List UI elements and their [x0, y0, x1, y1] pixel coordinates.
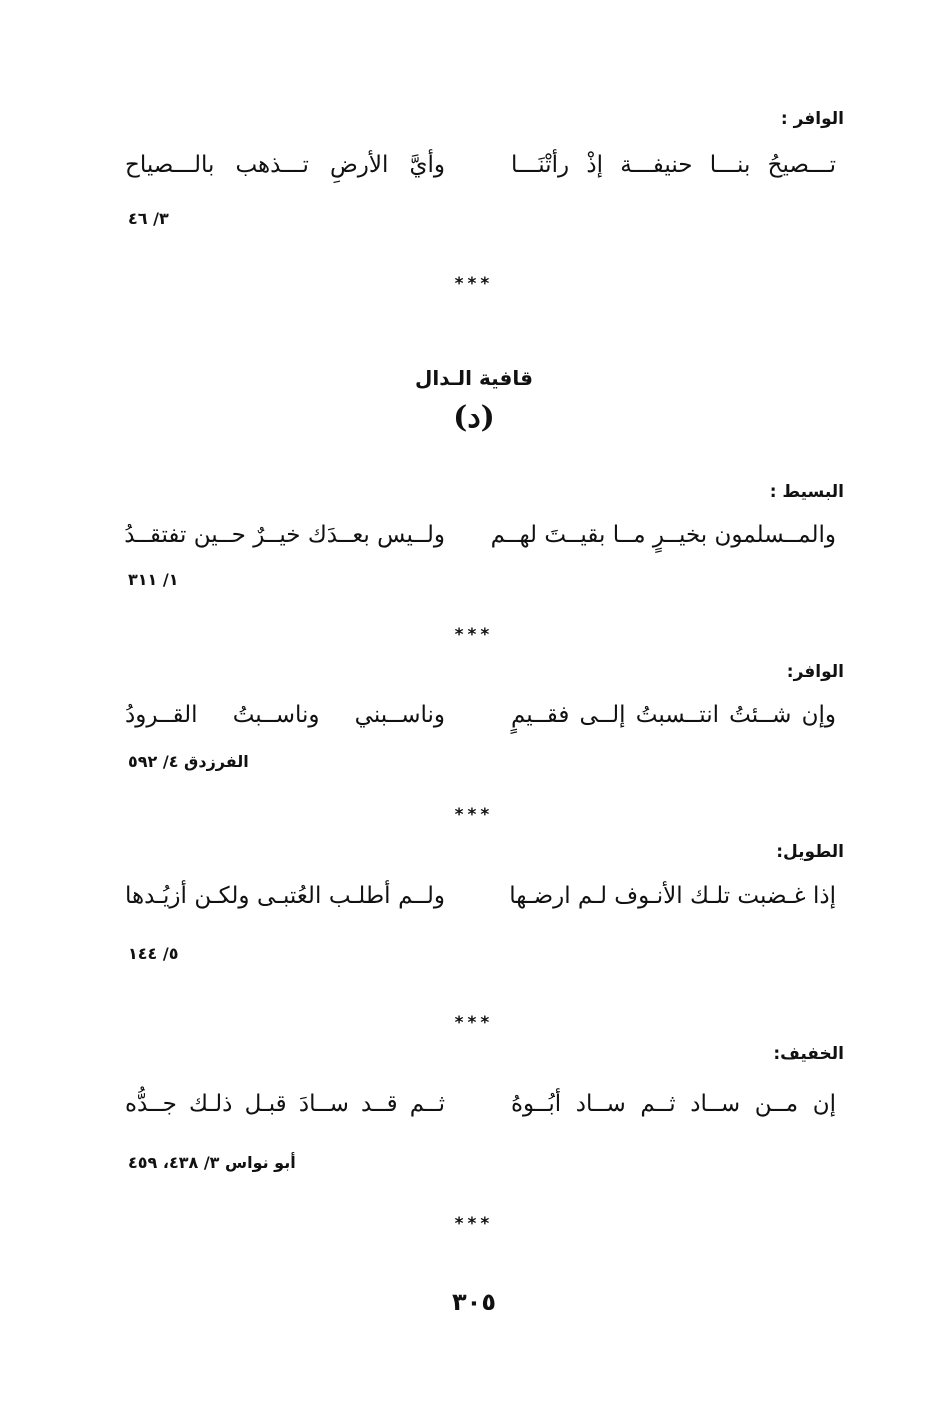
separator-stars: ***	[454, 274, 494, 294]
verse-first-hemistich: تـــصيحُ بنـــا حنيفـــة إذْ رأتْنَـــا	[511, 152, 836, 178]
separator-stars: ***	[454, 1214, 494, 1234]
source-reference: أبو نواس ٣/ ٤٣٨، ٤٥٩	[128, 1153, 296, 1172]
verse-line	[125, 702, 836, 738]
separator-stars: ***	[454, 1013, 494, 1033]
section-letter: (د)	[453, 400, 495, 435]
verse-first-hemistich: إن مــن ســاد ثــم ســاد أبُــوهُ	[511, 1091, 836, 1117]
verse-first-hemistich: إذا غـضبت تلـك الأنـوف لـم ارضـها	[509, 883, 836, 909]
source-reference: الفرزدق ٤/ ٥٩٢	[128, 752, 249, 771]
meter-label: الوافر :	[780, 109, 844, 129]
source-reference: ٥/ ١٤٤	[128, 944, 179, 963]
meter-label: الخفيف:	[773, 1044, 844, 1064]
verse-second-hemistich: ثــم قــد ســادَ قبـل ذلـك جــدُّه	[125, 1091, 445, 1117]
verse-line	[125, 1091, 836, 1127]
verse-second-hemistich: وأيَّ الأرضِ تـــذهب بالـــصياح	[125, 152, 445, 178]
separator-stars: ***	[454, 805, 494, 825]
verse-second-hemistich: ولــيس بعــدَك خيــرٌ حــين تفتقــدُ	[124, 522, 445, 548]
meter-label: الطويل:	[776, 842, 844, 862]
verse-line	[125, 883, 836, 919]
verse-first-hemistich: وإن شــئتُ انتــسبتُ إلــى فقــيمٍ	[511, 702, 836, 728]
meter-label: البسيط :	[769, 482, 844, 502]
meter-label: الوافر:	[786, 662, 844, 682]
source-reference: ٣/ ٤٦	[128, 209, 169, 228]
source-reference: ١/ ٣١١	[128, 570, 179, 589]
verse-first-hemistich: والمــسلمون بخيــرٍ مــا بقيــتَ لهــم	[490, 522, 836, 548]
verse-second-hemistich: ولــم أطلـب العُتبـى ولكـن أزيُـدها	[125, 883, 445, 909]
separator-stars: ***	[454, 625, 494, 645]
page-number: ٣٠٥	[452, 1288, 496, 1316]
verse-line	[125, 152, 836, 188]
section-title: قافية الـدال	[415, 366, 533, 390]
verse-second-hemistich: وناســبني وناســبتُ القــرودُ	[125, 702, 445, 728]
verse-line	[125, 522, 836, 558]
